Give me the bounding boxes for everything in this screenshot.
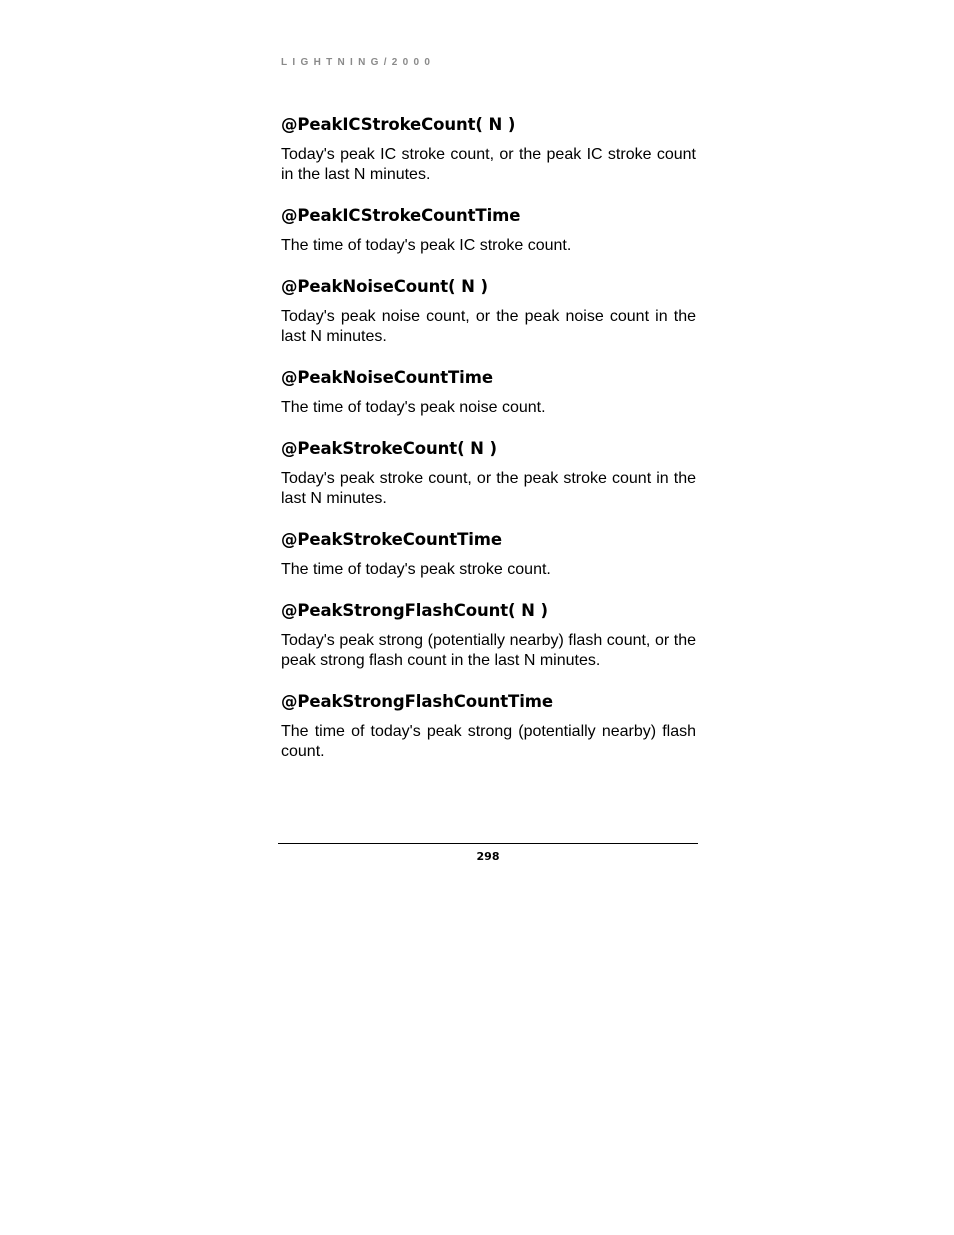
entry-description: Today's peak IC stroke count, or the peak IC stroke count in the last N minutes. — [281, 146, 696, 183]
entry-peak-stroke-count — [281, 438, 696, 509]
entry-title: @PeakICStrokeCountTime — [281, 206, 521, 225]
entry-title: @PeakStrokeCountTime — [281, 530, 502, 549]
entry-description: Today's peak stroke count, or the peak stroke count in the last N minutes. — [281, 470, 696, 507]
entry-peak-strong-flash-count — [281, 600, 696, 671]
entry-peak-strong-flash-count-time — [281, 691, 696, 762]
entry-description: Today's peak noise count, or the peak noise count in the last N minutes. — [281, 308, 696, 345]
entry-title: @PeakStrongFlashCount( N ) — [281, 601, 548, 620]
entry-title: @PeakICStrokeCount( N ) — [281, 115, 516, 134]
entry-peak-stroke-count-time — [281, 529, 696, 580]
entry-title: @PeakStrokeCount( N ) — [281, 439, 497, 458]
footer-divider — [278, 843, 698, 844]
entry-description: The time of today's peak IC stroke count. — [281, 237, 572, 254]
entry-title: @PeakNoiseCount( N ) — [281, 277, 488, 296]
running-header: LIGHTNING/2000 — [281, 57, 436, 68]
entry-description: Today's peak strong (potentially nearby) flash count, or the peak strong flash count in the last N minutes. — [281, 632, 696, 669]
entry-peak-noise-count-time — [281, 367, 696, 418]
entry-title: @PeakNoiseCountTime — [281, 368, 493, 387]
entry-description: The time of today's peak strong (potentially nearby) flash count. — [281, 723, 696, 760]
entry-description: The time of today's peak stroke count. — [281, 561, 551, 578]
entry-peak-noise-count — [281, 276, 696, 347]
page-number: 298 — [476, 850, 500, 863]
entry-description: The time of today's peak noise count. — [281, 399, 546, 416]
entry-title: @PeakStrongFlashCountTime — [281, 692, 553, 711]
entry-peak-ic-stroke-count-time — [281, 205, 696, 256]
entry-peak-ic-stroke-count — [281, 114, 696, 185]
entry-list — [281, 114, 696, 762]
